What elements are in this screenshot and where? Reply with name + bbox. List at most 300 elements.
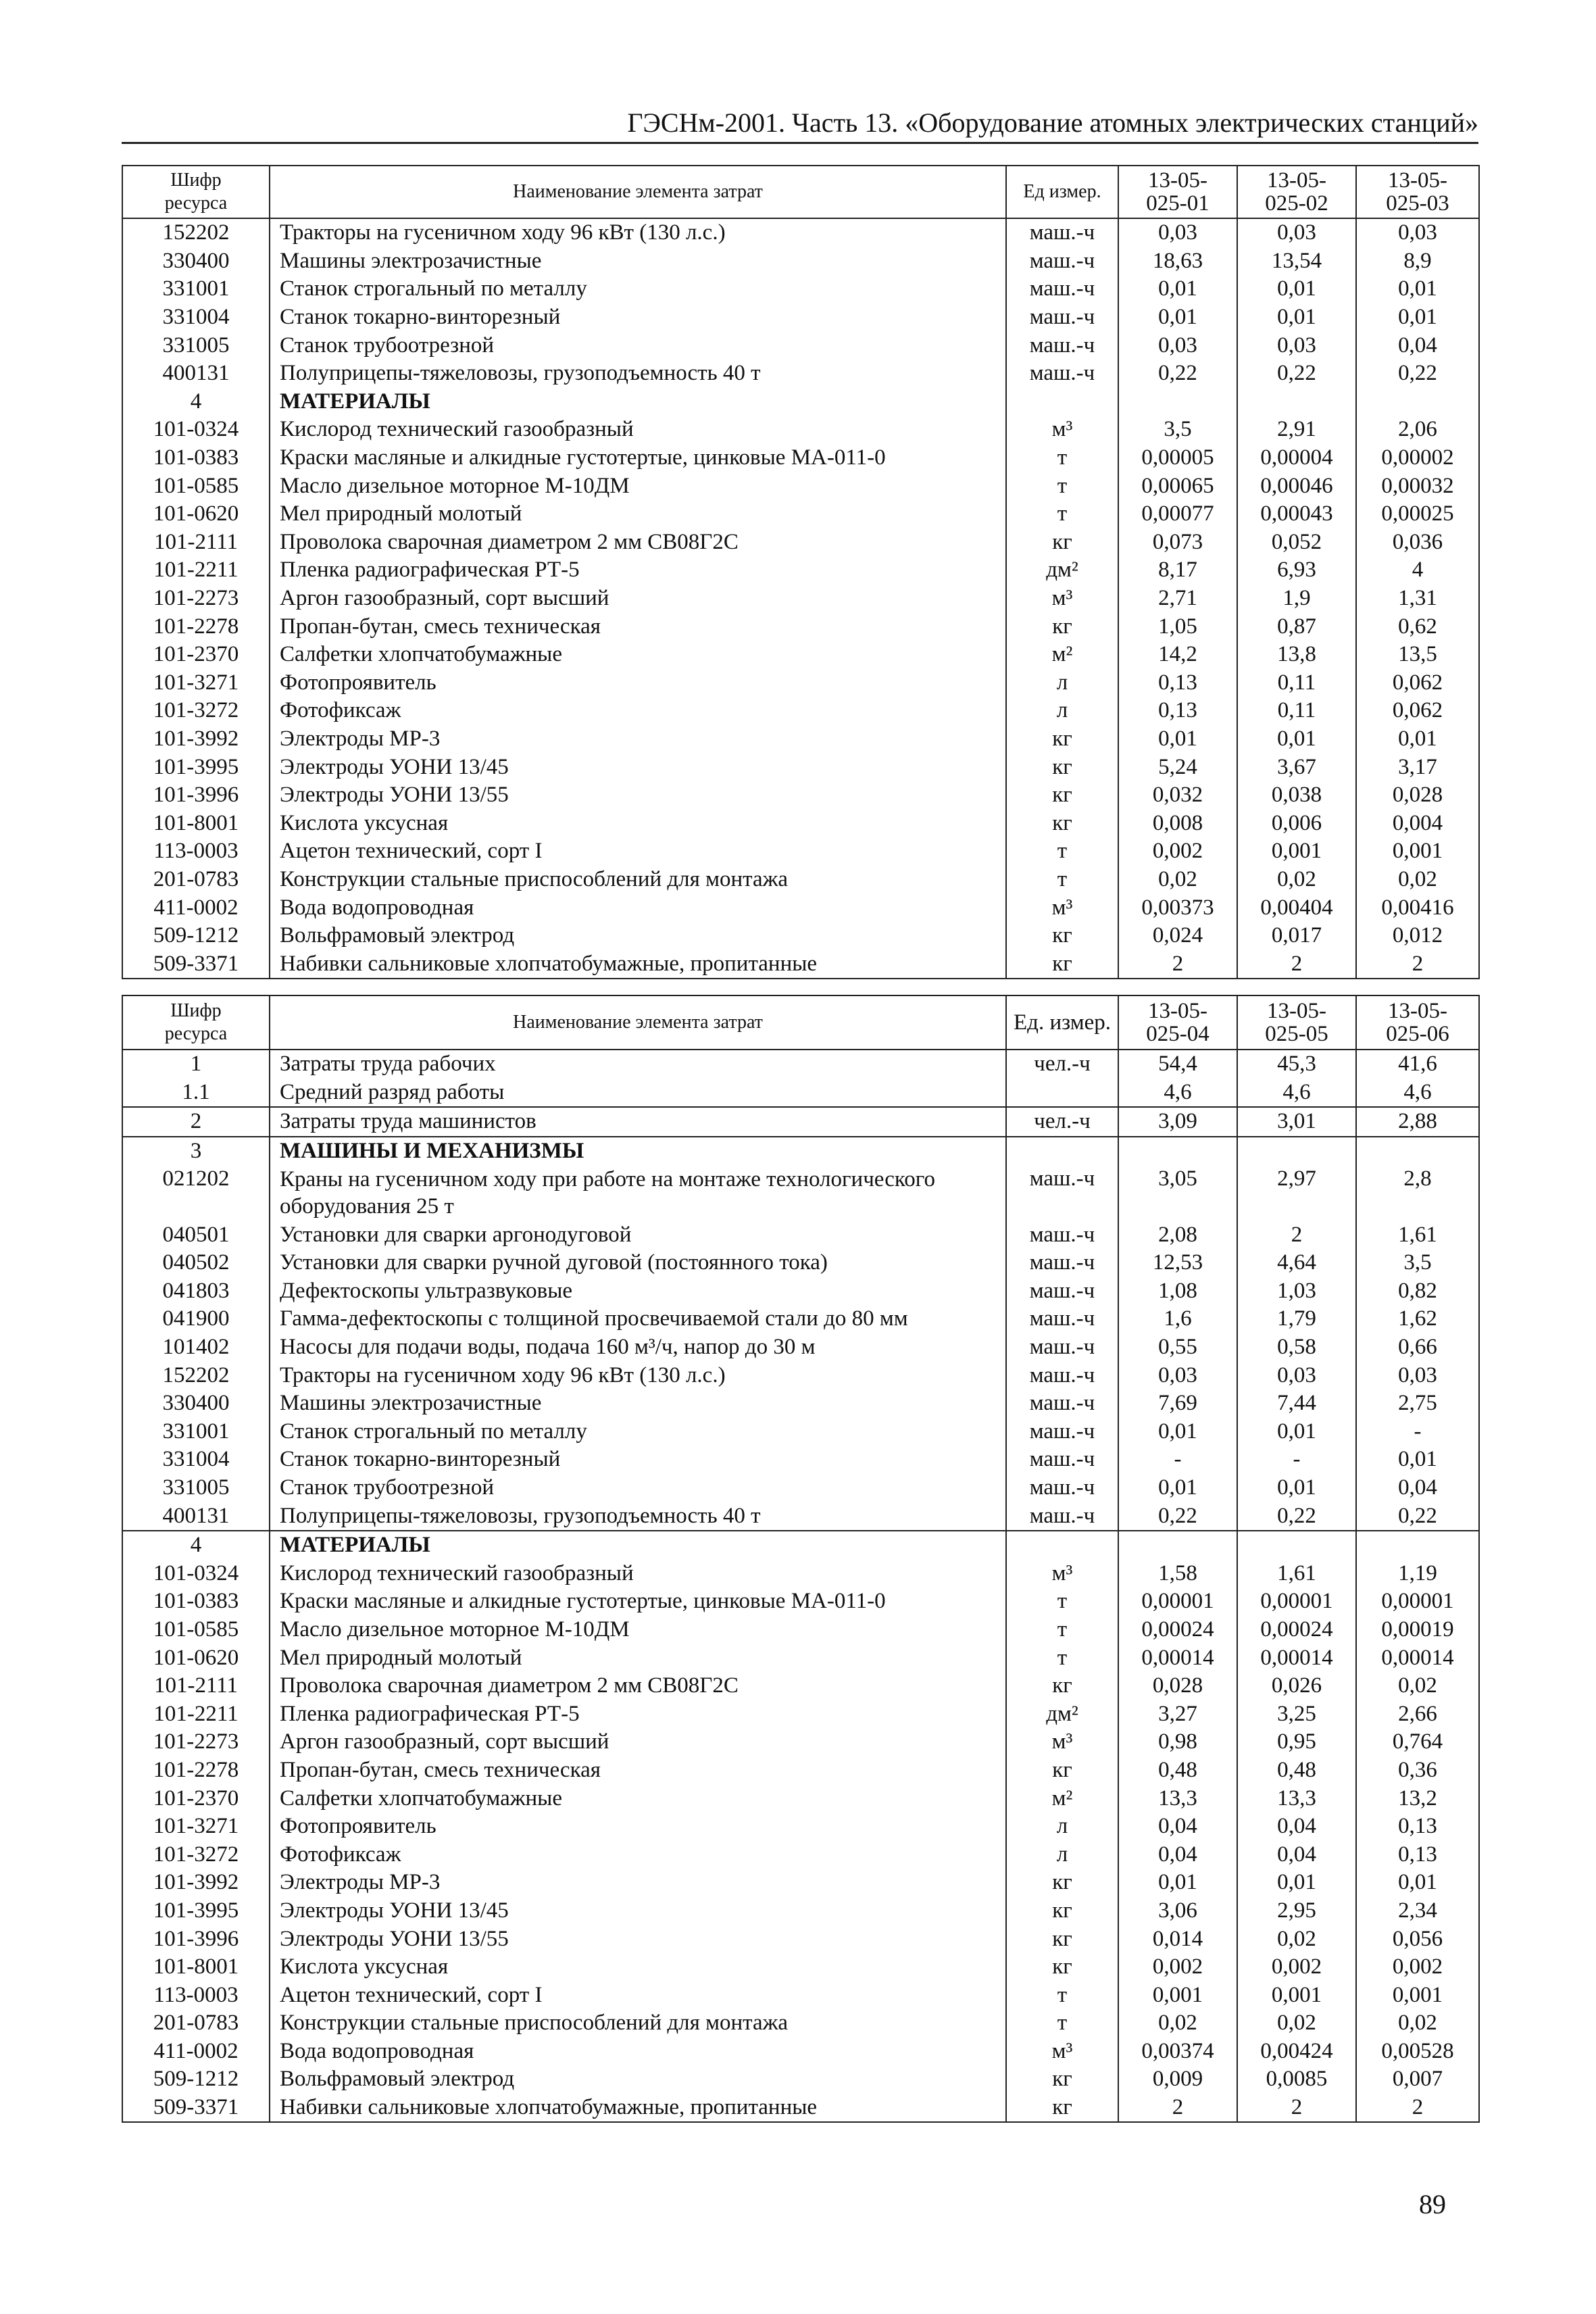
unit: кг xyxy=(1006,781,1118,810)
table-row xyxy=(122,1728,1479,1756)
resource-name: Машины электрозачистные xyxy=(270,247,1006,276)
value-col-3: 0,82 xyxy=(1356,1277,1479,1306)
value-col-2: 0,017 xyxy=(1237,922,1356,950)
header-col-3-line1: 13-05- xyxy=(1388,168,1447,193)
resource-code: 041900 xyxy=(122,1305,270,1333)
value-col-1: 0,028 xyxy=(1118,1672,1237,1700)
value-col-3: 3,17 xyxy=(1356,753,1479,781)
table-row xyxy=(122,585,1479,613)
value-col-3: 0,056 xyxy=(1356,1925,1479,1953)
resource-name: Краны на гусеничном ходу при работе на монтаже технологического оборудования 25 т xyxy=(270,1165,1006,1221)
value-col-2: 0,052 xyxy=(1237,528,1356,557)
value-col-1: 0,01 xyxy=(1118,1474,1237,1502)
value-col-2: 0,001 xyxy=(1237,837,1356,866)
unit: маш.-ч xyxy=(1006,218,1118,247)
resource-name: Средний разряд работы xyxy=(270,1079,1006,1108)
unit: маш.-ч xyxy=(1006,1221,1118,1249)
value-col-2: 3,25 xyxy=(1237,1700,1356,1728)
value-col-2: 7,44 xyxy=(1237,1389,1356,1418)
resource-name: Мел природный молотый xyxy=(270,500,1006,528)
unit: л xyxy=(1006,669,1118,697)
value-col-2: 2,91 xyxy=(1237,416,1356,444)
table-row xyxy=(122,612,1479,641)
unit xyxy=(1006,1137,1118,1166)
unit: т xyxy=(1006,1616,1118,1644)
resource-name: Электроды УОНИ 13/45 xyxy=(270,753,1006,781)
value-col-2: 0,00014 xyxy=(1237,1644,1356,1672)
value-col-2: 0,01 xyxy=(1237,303,1356,332)
resource-table-2 xyxy=(122,995,1480,2123)
value-col-1: 2,71 xyxy=(1118,585,1237,613)
resource-name: Краски масляные и алкидные густотертые, цинковые МА-011-0 xyxy=(270,1587,1006,1616)
value-col-1: 0,98 xyxy=(1118,1728,1237,1756)
unit: маш.-ч xyxy=(1006,1389,1118,1418)
value-col-3: 4,6 xyxy=(1356,1079,1479,1108)
value-col-1: 0,024 xyxy=(1118,922,1237,950)
unit: маш.-ч xyxy=(1006,1474,1118,1502)
unit: кг xyxy=(1006,725,1118,754)
value-col-2: 0,04 xyxy=(1237,1840,1356,1869)
resource-code: 331004 xyxy=(122,1446,270,1474)
value-col-2: 2,95 xyxy=(1237,1897,1356,1925)
header-col-2-line1: 13-05- xyxy=(1267,168,1326,193)
resource-code: 101-2111 xyxy=(122,528,270,557)
value-col-1: 0,02 xyxy=(1118,866,1237,894)
value-col-2: 2 xyxy=(1237,950,1356,979)
value-col-1: 7,69 xyxy=(1118,1389,1237,1418)
resource-name: Установки для сварки ручной дуговой (постоянного тока) xyxy=(270,1249,1006,1277)
section-title: МАТЕРИАЛЫ xyxy=(270,388,1006,416)
unit: кг xyxy=(1006,1897,1118,1925)
value-col-1: 13,3 xyxy=(1118,1784,1237,1813)
value-col-2 xyxy=(1237,1531,1356,1560)
value-col-2: 0,00001 xyxy=(1237,1587,1356,1616)
resource-name: Проволока сварочная диаметром 2 мм СВ08Г2С xyxy=(270,528,1006,557)
unit: маш.-ч xyxy=(1006,1277,1118,1306)
value-col-2: 2 xyxy=(1237,2094,1356,2123)
resource-code: 101-8001 xyxy=(122,1953,270,1981)
table-row xyxy=(122,472,1479,500)
value-col-3: 2,66 xyxy=(1356,1700,1479,1728)
resource-name: Установки для сварки аргонодуговой xyxy=(270,1221,1006,1249)
value-col-1: 54,4 xyxy=(1118,1050,1237,1079)
value-col-3: 3,5 xyxy=(1356,1249,1479,1277)
resource-name: Затраты труда машинистов xyxy=(270,1107,1006,1137)
value-col-2: 0,026 xyxy=(1237,1672,1356,1700)
resource-code: 411-0002 xyxy=(122,893,270,922)
value-col-1: 18,63 xyxy=(1118,247,1237,276)
value-col-2: 1,79 xyxy=(1237,1305,1356,1333)
value-col-1: 0,03 xyxy=(1118,1361,1237,1389)
table-row xyxy=(122,1587,1479,1616)
table-row xyxy=(122,1925,1479,1953)
resource-name: Затраты труда рабочих xyxy=(270,1050,1006,1079)
value-col-3: 0,22 xyxy=(1356,1502,1479,1531)
resource-code: 101-3995 xyxy=(122,1897,270,1925)
resource-name: Станок строгальный по металлу xyxy=(270,1418,1006,1446)
value-col-3: 0,028 xyxy=(1356,781,1479,810)
unit: маш.-ч xyxy=(1006,303,1118,332)
table-row xyxy=(122,528,1479,557)
table-row xyxy=(122,1616,1479,1644)
value-col-3: 0,764 xyxy=(1356,1728,1479,1756)
value-col-3: 0,02 xyxy=(1356,1672,1479,1700)
value-col-2: 0,22 xyxy=(1237,360,1356,388)
value-col-1: 0,01 xyxy=(1118,1869,1237,1897)
value-col-3: 2,06 xyxy=(1356,416,1479,444)
unit: л xyxy=(1006,1840,1118,1869)
resource-code: 113-0003 xyxy=(122,1981,270,2009)
unit: т xyxy=(1006,1587,1118,1616)
unit: маш.-ч xyxy=(1006,1502,1118,1531)
value-col-3: - xyxy=(1356,1418,1479,1446)
table-2-body xyxy=(122,1050,1479,2122)
value-col-2: 3,01 xyxy=(1237,1107,1356,1137)
unit: маш.-ч xyxy=(1006,1249,1118,1277)
value-col-3: 2 xyxy=(1356,950,1479,979)
unit: дм² xyxy=(1006,556,1118,585)
value-col-3: 0,66 xyxy=(1356,1333,1479,1362)
value-col-1: 14,2 xyxy=(1118,641,1237,669)
resource-name: Вода водопроводная xyxy=(270,893,1006,922)
value-col-3: 0,01 xyxy=(1356,1446,1479,1474)
header-col-3 xyxy=(1356,166,1479,218)
resource-code: 101-0620 xyxy=(122,500,270,528)
resource-code: 040502 xyxy=(122,1249,270,1277)
resource-name: Масло дизельное моторное М-10ДМ xyxy=(270,1616,1006,1644)
unit: кг xyxy=(1006,1869,1118,1897)
value-col-3: 0,03 xyxy=(1356,218,1479,247)
header-col-1-line2: 025-01 xyxy=(1146,191,1210,216)
value-col-2: 0,00004 xyxy=(1237,444,1356,472)
value-col-2: 13,8 xyxy=(1237,641,1356,669)
resource-name: Аргон газообразный, сорт высший xyxy=(270,585,1006,613)
unit: м³ xyxy=(1006,2038,1118,2066)
header-col-2 xyxy=(1237,166,1356,218)
value-col-1: 1,08 xyxy=(1118,1277,1237,1306)
value-col-1: 0,02 xyxy=(1118,2009,1237,2038)
table-row xyxy=(122,1050,1479,1079)
resource-name: Фотофиксаж xyxy=(270,697,1006,725)
unit: кг xyxy=(1006,1756,1118,1785)
value-col-2: 0,11 xyxy=(1237,697,1356,725)
resource-name: Масло дизельное моторное М-10ДМ xyxy=(270,472,1006,500)
value-col-3: 1,61 xyxy=(1356,1221,1479,1249)
value-col-3: 0,04 xyxy=(1356,331,1479,360)
header-col-2-line2: 025-05 xyxy=(1265,1022,1328,1046)
header-unit: Ед измер. xyxy=(1006,166,1118,218)
header-name: Наименование элемента затрат xyxy=(270,166,1006,218)
value-col-3: 4 xyxy=(1356,556,1479,585)
resource-code: 101-2273 xyxy=(122,585,270,613)
table-row xyxy=(122,1305,1479,1333)
header-code xyxy=(122,995,270,1050)
resource-name: Станок токарно-винторезный xyxy=(270,303,1006,332)
unit: маш.-ч xyxy=(1006,1361,1118,1389)
table-row xyxy=(122,360,1479,388)
resource-name: Электроды УОНИ 13/55 xyxy=(270,781,1006,810)
resource-code: 330400 xyxy=(122,1389,270,1418)
resource-name: Набивки сальниковые хлопчатобумажные, пропитанные xyxy=(270,950,1006,979)
table-row xyxy=(122,866,1479,894)
table-row xyxy=(122,416,1479,444)
resource-code: 021202 xyxy=(122,1165,270,1221)
table-row xyxy=(122,1897,1479,1925)
header-rule xyxy=(122,142,1478,144)
unit: м³ xyxy=(1006,893,1118,922)
resource-code: 101-3271 xyxy=(122,1813,270,1841)
value-col-3: 0,02 xyxy=(1356,866,1479,894)
value-col-3: 1,19 xyxy=(1356,1560,1479,1588)
resource-name: Конструкции стальные приспособлений для монтажа xyxy=(270,2009,1006,2038)
value-col-1: 0,04 xyxy=(1118,1840,1237,1869)
value-col-1: 2 xyxy=(1118,2094,1237,2123)
value-col-3: 2,34 xyxy=(1356,1897,1479,1925)
table-row xyxy=(122,500,1479,528)
value-col-2: 1,03 xyxy=(1237,1277,1356,1306)
value-col-1 xyxy=(1118,1531,1237,1560)
table-row xyxy=(122,753,1479,781)
value-col-3: 8,9 xyxy=(1356,247,1479,276)
table-row xyxy=(122,2038,1479,2066)
value-col-2: 0,038 xyxy=(1237,781,1356,810)
header-col-2 xyxy=(1237,995,1356,1050)
table-row xyxy=(122,1389,1479,1418)
unit: маш.-ч xyxy=(1006,360,1118,388)
value-col-3: 13,5 xyxy=(1356,641,1479,669)
resource-code: 331001 xyxy=(122,1418,270,1446)
value-col-3: 0,01 xyxy=(1356,303,1479,332)
unit: т xyxy=(1006,866,1118,894)
resource-code: 041803 xyxy=(122,1277,270,1306)
value-col-2: 0,00046 xyxy=(1237,472,1356,500)
value-col-1: 0,22 xyxy=(1118,1502,1237,1531)
value-col-2: 45,3 xyxy=(1237,1050,1356,1079)
value-col-3: 0,01 xyxy=(1356,1869,1479,1897)
value-col-2: 0,02 xyxy=(1237,866,1356,894)
resource-code: 101-2278 xyxy=(122,1756,270,1785)
resource-name: Тракторы на гусеничном ходу 96 кВт (130 л.с.) xyxy=(270,218,1006,247)
value-col-2: 0,03 xyxy=(1237,331,1356,360)
resource-code: 101-3272 xyxy=(122,697,270,725)
value-col-1: 0,01 xyxy=(1118,725,1237,754)
value-col-2: 4,6 xyxy=(1237,1079,1356,1108)
unit xyxy=(1006,388,1118,416)
resource-code: 509-1212 xyxy=(122,922,270,950)
resource-code: 101-0324 xyxy=(122,1560,270,1588)
unit: м² xyxy=(1006,1784,1118,1813)
resource-code: 3 xyxy=(122,1137,270,1166)
resource-name: Насосы для подачи воды, подача 160 м³/ч, напор до 30 м xyxy=(270,1333,1006,1362)
unit: л xyxy=(1006,697,1118,725)
resource-name: Фотопроявитель xyxy=(270,1813,1006,1841)
table-row xyxy=(122,1700,1479,1728)
section-title: МАШИНЫ И МЕХАНИЗМЫ xyxy=(270,1137,1006,1166)
resource-code: 101-3272 xyxy=(122,1840,270,1869)
value-col-3 xyxy=(1356,388,1479,416)
value-col-1: 0,03 xyxy=(1118,331,1237,360)
resource-name: Тракторы на гусеничном ходу 96 кВт (130 л.с.) xyxy=(270,1361,1006,1389)
resource-code: 331005 xyxy=(122,1474,270,1502)
value-col-2: 0,04 xyxy=(1237,1813,1356,1841)
header-name: Наименование элемента затрат xyxy=(270,995,1006,1050)
resource-code: 113-0003 xyxy=(122,837,270,866)
unit: кг xyxy=(1006,612,1118,641)
value-col-3: 0,00032 xyxy=(1356,472,1479,500)
resource-name: Дефектоскопы ультразвуковые xyxy=(270,1277,1006,1306)
table-row xyxy=(122,837,1479,866)
resource-name: Пленка радиографическая РТ-5 xyxy=(270,556,1006,585)
resource-name: Вольфрамовый электрод xyxy=(270,2065,1006,2094)
value-col-1: - xyxy=(1118,1446,1237,1474)
table-row xyxy=(122,1869,1479,1897)
table-row xyxy=(122,1756,1479,1785)
value-col-3: 0,00416 xyxy=(1356,893,1479,922)
value-col-2: 2,97 xyxy=(1237,1165,1356,1221)
value-col-2 xyxy=(1237,388,1356,416)
header-col-1 xyxy=(1118,995,1237,1050)
value-col-1: 0,00014 xyxy=(1118,1644,1237,1672)
table-row xyxy=(122,1560,1479,1588)
value-col-1: 0,00373 xyxy=(1118,893,1237,922)
table-row xyxy=(122,809,1479,837)
resource-name: Полуприцепы-тяжеловозы, грузоподъемность 40 т xyxy=(270,1502,1006,1531)
unit: маш.-ч xyxy=(1006,275,1118,303)
value-col-2: 0,00043 xyxy=(1237,500,1356,528)
table-row xyxy=(122,950,1479,979)
table-row xyxy=(122,1418,1479,1446)
value-col-2: 0,00024 xyxy=(1237,1616,1356,1644)
table-row xyxy=(122,218,1479,247)
value-col-1: 1,6 xyxy=(1118,1305,1237,1333)
table-row xyxy=(122,1840,1479,1869)
table-row xyxy=(122,893,1479,922)
value-col-2: 4,64 xyxy=(1237,1249,1356,1277)
value-col-1: 0,01 xyxy=(1118,303,1237,332)
resource-name: Салфетки хлопчатобумажные xyxy=(270,641,1006,669)
value-col-3: 0,001 xyxy=(1356,1981,1479,2009)
value-col-2: 1,9 xyxy=(1237,585,1356,613)
table-row xyxy=(122,669,1479,697)
resource-code: 152202 xyxy=(122,1361,270,1389)
resource-code: 2 xyxy=(122,1107,270,1137)
unit: м³ xyxy=(1006,1728,1118,1756)
header-col-2-line1: 13-05- xyxy=(1267,999,1326,1023)
table-row xyxy=(122,1221,1479,1249)
table-row xyxy=(122,1333,1479,1362)
value-col-1: 12,53 xyxy=(1118,1249,1237,1277)
resource-name: Электроды МР-3 xyxy=(270,1869,1006,1897)
table-row xyxy=(122,331,1479,360)
resource-name: Кислота уксусная xyxy=(270,1953,1006,1981)
unit: т xyxy=(1006,472,1118,500)
resource-code: 1 xyxy=(122,1050,270,1079)
value-col-3: 0,13 xyxy=(1356,1840,1479,1869)
resource-code: 101-8001 xyxy=(122,809,270,837)
value-col-1: 1,58 xyxy=(1118,1560,1237,1588)
value-col-3: 0,062 xyxy=(1356,669,1479,697)
resource-code: 101-2273 xyxy=(122,1728,270,1756)
unit: т xyxy=(1006,1981,1118,2009)
unit: маш.-ч xyxy=(1006,1446,1118,1474)
resource-name: Вода водопроводная xyxy=(270,2038,1006,2066)
value-col-3: 0,007 xyxy=(1356,2065,1479,2094)
resource-code: 400131 xyxy=(122,360,270,388)
table-row xyxy=(122,1361,1479,1389)
table-row xyxy=(122,1953,1479,1981)
resource-table-1 xyxy=(122,165,1480,979)
value-col-1: 0,014 xyxy=(1118,1925,1237,1953)
table-row xyxy=(122,1249,1479,1277)
value-col-1: 0,001 xyxy=(1118,1981,1237,2009)
resource-code: 509-3371 xyxy=(122,2094,270,2123)
resource-code: 101-0383 xyxy=(122,444,270,472)
unit: т xyxy=(1006,837,1118,866)
unit: кг xyxy=(1006,809,1118,837)
unit: маш.-ч xyxy=(1006,1333,1118,1362)
header-col-2-line2: 025-02 xyxy=(1265,191,1328,216)
table-row xyxy=(122,725,1479,754)
value-col-2: 2 xyxy=(1237,1221,1356,1249)
value-col-2: 0,02 xyxy=(1237,2009,1356,2038)
value-col-2 xyxy=(1237,1137,1356,1166)
section-row xyxy=(122,1137,1479,1166)
resource-name: Набивки сальниковые хлопчатобумажные, пропитанные xyxy=(270,2094,1006,2123)
value-col-3: 1,62 xyxy=(1356,1305,1479,1333)
table-row xyxy=(122,1165,1479,1221)
unit: кг xyxy=(1006,1672,1118,1700)
resource-code: 330400 xyxy=(122,247,270,276)
value-col-2: 0,01 xyxy=(1237,1418,1356,1446)
unit: кг xyxy=(1006,922,1118,950)
resource-code: 101-3996 xyxy=(122,1925,270,1953)
value-col-3: 0,012 xyxy=(1356,922,1479,950)
header-col-1-line1: 13-05- xyxy=(1148,168,1207,193)
value-col-1: 3,09 xyxy=(1118,1107,1237,1137)
value-col-2: 0,02 xyxy=(1237,1925,1356,1953)
resource-code: 101-3992 xyxy=(122,725,270,754)
resource-name: Кислород технический газообразный xyxy=(270,1560,1006,1588)
resource-name: Пропан-бутан, смесь техническая xyxy=(270,612,1006,641)
table-row xyxy=(122,303,1479,332)
table-row xyxy=(122,1981,1479,2009)
value-col-3: 0,004 xyxy=(1356,809,1479,837)
unit: т xyxy=(1006,2009,1118,2038)
table-row xyxy=(122,1474,1479,1502)
value-col-3: 41,6 xyxy=(1356,1050,1479,1079)
value-col-1: 3,06 xyxy=(1118,1897,1237,1925)
resource-code: 1.1 xyxy=(122,1079,270,1108)
page-header: ГЭСНм-2001. Часть 13. «Оборудование атомных электрических станций» xyxy=(627,107,1478,138)
value-col-1: 0,01 xyxy=(1118,1418,1237,1446)
table-1-body xyxy=(122,218,1479,979)
value-col-1: 1,05 xyxy=(1118,612,1237,641)
header-col-3 xyxy=(1356,995,1479,1050)
resource-name: Кислота уксусная xyxy=(270,809,1006,837)
resource-name: Мел природный молотый xyxy=(270,1644,1006,1672)
header-col-3-line1: 13-05- xyxy=(1388,999,1447,1023)
section-title: МАТЕРИАЛЫ xyxy=(270,1531,1006,1560)
value-col-2: 1,61 xyxy=(1237,1560,1356,1588)
value-col-3: 0,22 xyxy=(1356,360,1479,388)
unit: кг xyxy=(1006,528,1118,557)
value-col-2: 0,87 xyxy=(1237,612,1356,641)
value-col-3 xyxy=(1356,1531,1479,1560)
resource-code: 101-2278 xyxy=(122,612,270,641)
resource-code: 152202 xyxy=(122,218,270,247)
resource-name: Станок трубоотрезной xyxy=(270,1474,1006,1502)
resource-name: Фотофиксаж xyxy=(270,1840,1006,1869)
